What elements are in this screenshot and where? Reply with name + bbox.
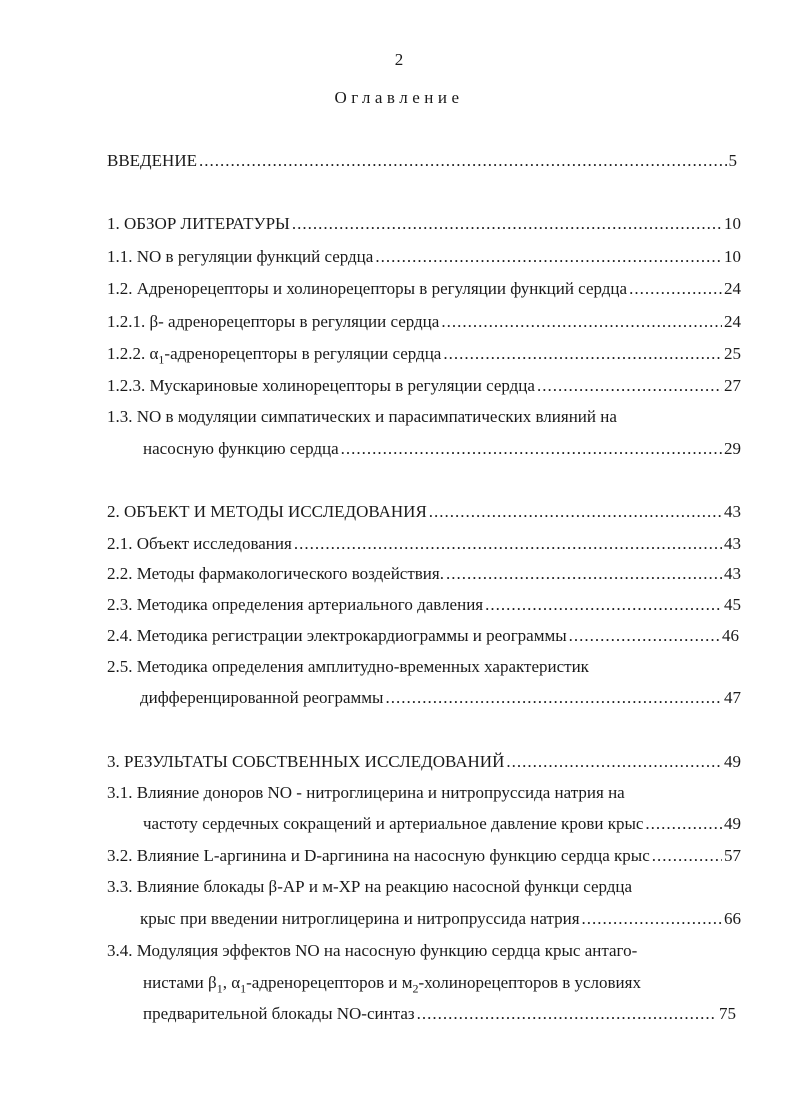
leader-dots	[629, 278, 722, 300]
leader-dots	[506, 751, 722, 773]
subscript: 1	[158, 352, 165, 365]
toc-entry-3-2[interactable]	[107, 845, 741, 867]
leader-dots	[199, 150, 727, 172]
toc-entry-label: частоту сердечных сокращений и артериальное давление крови крыс	[143, 814, 644, 833]
toc-entry-label: предварительной блокады NO-синтаз	[143, 1004, 415, 1023]
leader-dots	[446, 563, 722, 585]
line2-part-e: -адренорецепторов и м	[246, 973, 413, 992]
toc-entry-page: 43	[724, 564, 741, 583]
leader-dots	[537, 375, 722, 397]
toc-entry-section-1[interactable]	[107, 213, 741, 235]
leader-dots	[485, 594, 722, 616]
toc-entry-page: 10	[724, 214, 741, 233]
toc-entry-1-3-line1[interactable]: 1.3. NO в модуляции симпатических и парасимпатических влияний на	[107, 407, 617, 426]
toc-entry-label: 3.2. Влияние L-аргинина и D-аргинина на насосную функцию сердца крыс	[107, 846, 650, 865]
toc-entry-page: 24	[724, 279, 741, 298]
toc-entry-page: 57	[724, 846, 741, 865]
leader-dots	[375, 246, 722, 268]
toc-entry-page: 27	[724, 376, 741, 395]
toc-entry-3-3[interactable]	[140, 908, 741, 930]
toc-entry-label: 1.2. Адренорецепторы и холинорецепторы в регуляции функций сердца	[107, 279, 628, 298]
toc-entry-page: 49	[724, 814, 741, 833]
toc-entry-page: 45	[724, 595, 741, 614]
toc-entry-2-5-line1[interactable]: 2.5. Методика определения амплитудно-временных характеристик	[107, 657, 589, 676]
leader-dots	[582, 908, 722, 930]
toc-entry-page: 46	[722, 626, 739, 645]
toc-entry-page: 47	[724, 688, 741, 707]
label-prefix: 1.2.2. α	[107, 344, 159, 363]
toc-entry-2-5[interactable]	[140, 687, 741, 709]
toc-entry-3-1[interactable]	[143, 813, 741, 835]
toc-entry-2-2[interactable]	[107, 563, 741, 585]
toc-entry-label: 2.1. Объект исследования	[107, 534, 292, 553]
leader-dots	[652, 845, 722, 867]
leader-dots	[385, 687, 722, 709]
toc-entry-section-3[interactable]	[107, 751, 741, 773]
toc-entry-1-2-3[interactable]	[107, 375, 741, 397]
toc-entry-label: 1.1. NO в регуляции функций сердца	[107, 247, 374, 266]
toc-entry-page: 43	[724, 502, 741, 521]
toc-entry-label: дифференцированной реограммы	[140, 688, 384, 707]
leader-dots	[441, 311, 722, 333]
toc-entry-2-3[interactable]	[107, 594, 741, 616]
leader-dots	[417, 1003, 717, 1025]
label-suffix: -адренорецепторы в регуляции сердца	[164, 344, 442, 363]
page-number: 2	[394, 50, 404, 69]
leader-dots	[294, 533, 722, 555]
toc-entry-3-4-line1[interactable]: 3.4. Модуляция эффектов NO на насосную функцию сердца крыс антаго-	[107, 941, 638, 960]
subscript-m: 2	[412, 981, 419, 996]
toc-entry-page: 66	[724, 909, 741, 928]
toc-entry-page: 43	[724, 534, 741, 553]
toc-entry-2-1[interactable]	[107, 533, 741, 555]
toc-entry-1-1[interactable]	[107, 246, 741, 268]
line2-part-c: , α	[222, 973, 241, 992]
toc-entry-label: 1. ОБЗОР ЛИТЕРАТУРЫ	[107, 214, 290, 233]
subscript-beta: 1	[216, 981, 223, 996]
toc-entry-page: 24	[724, 312, 741, 331]
toc-entry-section-2[interactable]	[107, 501, 741, 523]
toc-entry-label	[107, 343, 441, 365]
line2-part-a: нистами β	[143, 973, 217, 992]
subscript-alpha: 1	[240, 981, 247, 996]
toc-entry-1-2-1[interactable]	[107, 311, 741, 333]
leader-dots	[292, 213, 722, 235]
toc-entry-3-4[interactable]	[143, 1003, 736, 1025]
toc-entry-page: 25	[724, 344, 741, 363]
toc-entry-label: 2.2. Методы фармакологического воздействия.	[107, 564, 444, 583]
leader-dots	[645, 813, 722, 835]
leader-dots	[443, 343, 722, 365]
toc-entry-1-3[interactable]	[143, 438, 741, 460]
toc-entry-label: крыс при введении нитроглицерина и нитропруссида натрия	[140, 909, 580, 928]
toc-entry-label: 2.4. Методика регистрации электрокардиограммы и реограммы	[107, 626, 567, 645]
toc-entry-page: 75	[719, 1004, 736, 1023]
toc-entry-page: 29	[724, 439, 741, 458]
toc-entry-2-4[interactable]	[107, 625, 739, 647]
toc-entry-label: ВВЕДЕНИЕ	[107, 151, 197, 170]
line2-part-g: -холинорецепторов в условиях	[418, 973, 641, 992]
toc-entry-label: 3. РЕЗУЛЬТАТЫ СОБСТВЕННЫХ ИССЛЕДОВАНИЙ	[107, 752, 505, 771]
toc-entry-label: 1.2.1. β- адренорецепторы в регуляции сердца	[107, 312, 440, 331]
toc-entry-page: 49	[724, 752, 741, 771]
toc-entry-3-3-line1[interactable]: 3.3. Влияние блокады β-АР и м-ХР на реакцию насосной функци сердца	[107, 877, 633, 896]
toc-title: Оглавление	[334, 88, 464, 107]
toc-entry-1-2-2[interactable]	[107, 343, 741, 365]
toc-entry-page: 5	[728, 151, 737, 170]
toc-entry-3-1-line1[interactable]: 3.1. Влияние доноров NO - нитроглицерина и нитропруссида натрия на	[107, 783, 625, 802]
leader-dots	[569, 625, 720, 647]
toc-entry-label: 2.3. Методика определения артериального давления	[107, 595, 484, 614]
toc-entry-label: 1.2.3. Мускариновые холинорецепторы в регуляции сердца	[107, 376, 535, 395]
toc-entry-page: 10	[724, 247, 741, 266]
toc-entry-label: насосную функцию сердца	[143, 439, 339, 458]
leader-dots	[341, 438, 722, 460]
toc-entry-intro[interactable]	[107, 150, 737, 172]
toc-entry-3-4-line2[interactable]	[143, 972, 641, 994]
leader-dots	[429, 501, 722, 523]
toc-entry-label: 2. ОБЪЕКТ И МЕТОДЫ ИССЛЕДОВАНИЯ	[107, 502, 427, 521]
toc-entry-1-2[interactable]	[107, 278, 741, 300]
